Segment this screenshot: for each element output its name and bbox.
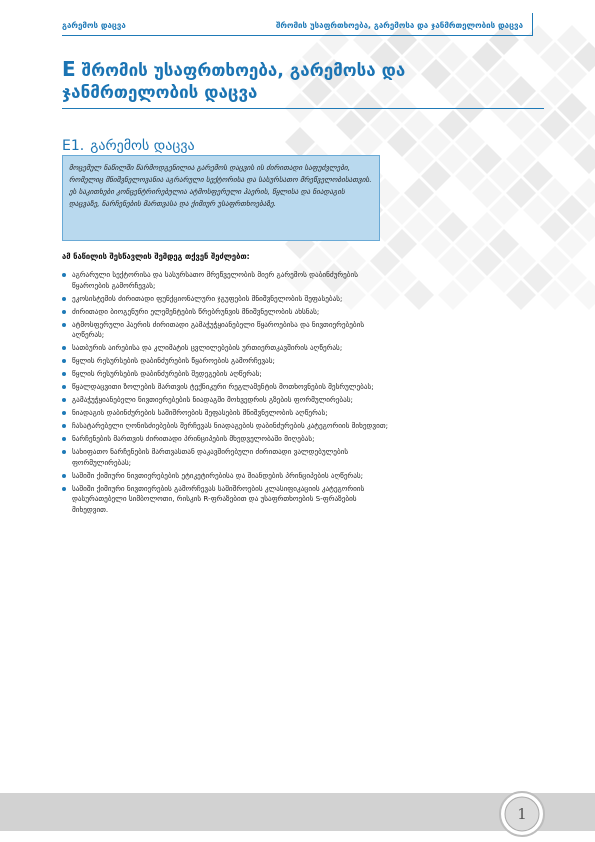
bullet-dot-icon bbox=[62, 487, 66, 491]
section-title-text: გარემოს დაცვა bbox=[90, 138, 195, 154]
list-item bbox=[62, 471, 392, 482]
running-header bbox=[62, 13, 533, 35]
header-divider bbox=[532, 13, 533, 35]
list-item bbox=[62, 307, 392, 318]
bullet-dot-icon bbox=[62, 437, 66, 441]
list-item bbox=[62, 447, 392, 468]
list-item bbox=[62, 382, 392, 393]
header-chapter-label: შრომის უსაფრთხოება, გარემოსა და ჯანმრთელობის დაცვა bbox=[275, 21, 523, 30]
list-item bbox=[62, 343, 392, 354]
learning-outcomes-list bbox=[62, 270, 392, 518]
learning-outcomes-lead: ამ ნაწილის შესწავლის შემდეგ თქვენ შეძლებთ: bbox=[62, 252, 250, 261]
intro-box: მოცემულ ნაწილში წარმოდგენილია გარემოს დაცვის ის ძირითადი საფუძვლები, რომელიც მნიშვნელოვანია აგრარული სექტორისა და სასურსათო მრეწველობისათვის. ეს საკითხები კონცენტრირებულია ატმოსფერული ჰაერის, წყლისა და ნიადაგის დაცვაზე, ნარჩენების მართვასა და ქიმიურ უსაფრთხოებაზე. bbox=[62, 155, 380, 241]
chapter-rule bbox=[62, 108, 544, 109]
list-item-text: ძირითადი ბიოგენური ელემენტების წრებრუნვის მნიშვნელობის ახსნას; bbox=[72, 306, 320, 316]
bullet-dot-icon bbox=[62, 372, 66, 376]
list-item bbox=[62, 320, 392, 341]
bullet-dot-icon bbox=[62, 385, 66, 389]
list-item-text: აგრარული სექტორისა და სასურსათო მრეწველობის მიერ გარემოს დაბინძურების წყაროების გამორჩევას; bbox=[72, 270, 358, 290]
bullet-dot-icon bbox=[62, 297, 66, 301]
page-number: 1 bbox=[517, 805, 527, 823]
list-item-text: სახიფათო ნარჩენების მართვასთან დაკავშირებული ძირითადი ვალდებულების ფორმულირებას; bbox=[72, 447, 349, 467]
list-item-text: ეკოსისტემის ძირითადი ფუნქციონალური ჯგუფების მნიშვნელობის შეფასებას; bbox=[72, 293, 343, 303]
chapter-letter: E bbox=[62, 57, 76, 81]
list-item bbox=[62, 356, 392, 367]
bullet-dot-icon bbox=[62, 273, 66, 277]
bullet-dot-icon bbox=[62, 450, 66, 454]
list-item bbox=[62, 395, 392, 406]
list-item bbox=[62, 270, 392, 291]
list-item-text: წყალდაცვითი ზოლების მართვის ტექნიკური რეგლამენტის მოთხოვნების მესრულებას; bbox=[72, 382, 374, 392]
bullet-dot-icon bbox=[62, 323, 66, 327]
list-item bbox=[62, 434, 392, 445]
bullet-dot-icon bbox=[62, 424, 66, 428]
list-item bbox=[62, 369, 392, 380]
list-item bbox=[62, 484, 392, 516]
list-item-text: ჩასატარებელი ღონისძიებების შერჩევას ნიადაგების დაბინძურების კატეგორიის მიხედვით; bbox=[72, 421, 389, 431]
section-number: E1. bbox=[62, 138, 85, 154]
list-item-text: ნარჩენების მართვის ძირითადი პრინციპების მხედველობაში მიღებას; bbox=[72, 434, 315, 444]
list-item-text: საშიში ქიმიური ნივთიერების გამორჩევას საშიშროების კლასიფიკაციის კატეგორიის დასურათებელი სიმბოლოთი, რისკის R-ფრაზებით და უსაფრთხოების S-ფრაზების მიხედვით. bbox=[72, 483, 365, 514]
chapter-title-text: შრომის უსაფრთხოება, გარემოსა და ჯანმრთელობის დაცვა bbox=[62, 61, 406, 103]
list-item-text: ატმოსფერული ჰაერის ძირითადი გამაჭუჭყიანებელი წყაროებისა და ნივთიერებების აღწერას; bbox=[72, 319, 365, 340]
list-item-text: სათბურის აირებისა და კლიმატის ცვლილებების ურთიერთკავშირის აღწერას; bbox=[72, 343, 343, 353]
bullet-dot-icon bbox=[62, 474, 66, 478]
list-item-text: წყლის რესურსების დაბინძურების შედეგების აღწერას; bbox=[72, 369, 262, 379]
list-item-text: წყლის რესურსების დაბინძურების წყაროების გამორჩევას; bbox=[72, 356, 275, 366]
header-rule bbox=[62, 35, 533, 36]
list-item bbox=[62, 294, 392, 305]
section-title bbox=[62, 138, 195, 154]
bullet-dot-icon bbox=[62, 411, 66, 415]
bullet-dot-icon bbox=[62, 310, 66, 314]
bullet-dot-icon bbox=[62, 359, 66, 363]
header-section-label: გარემოს დაცვა bbox=[62, 21, 126, 30]
bullet-dot-icon bbox=[62, 398, 66, 402]
list-item-text: გამაჭუჭყიანებელი ნივთიერებების ნიადაგში მოხვედრის გზების ფორმულირებას; bbox=[72, 395, 353, 405]
bullet-dot-icon bbox=[62, 346, 66, 350]
list-item bbox=[62, 421, 392, 432]
list-item-text: საშიში ქიმიური ნივთიერებების ეტიკეტირებისა და შიანდების პრინციპების აღწერას; bbox=[72, 470, 364, 480]
chapter-title bbox=[62, 58, 532, 104]
list-item bbox=[62, 408, 392, 419]
list-item-text: ნიადაგის დაბინძურების საშიშროების შეფასების მნიშვნელობის აღწერას; bbox=[72, 408, 328, 418]
